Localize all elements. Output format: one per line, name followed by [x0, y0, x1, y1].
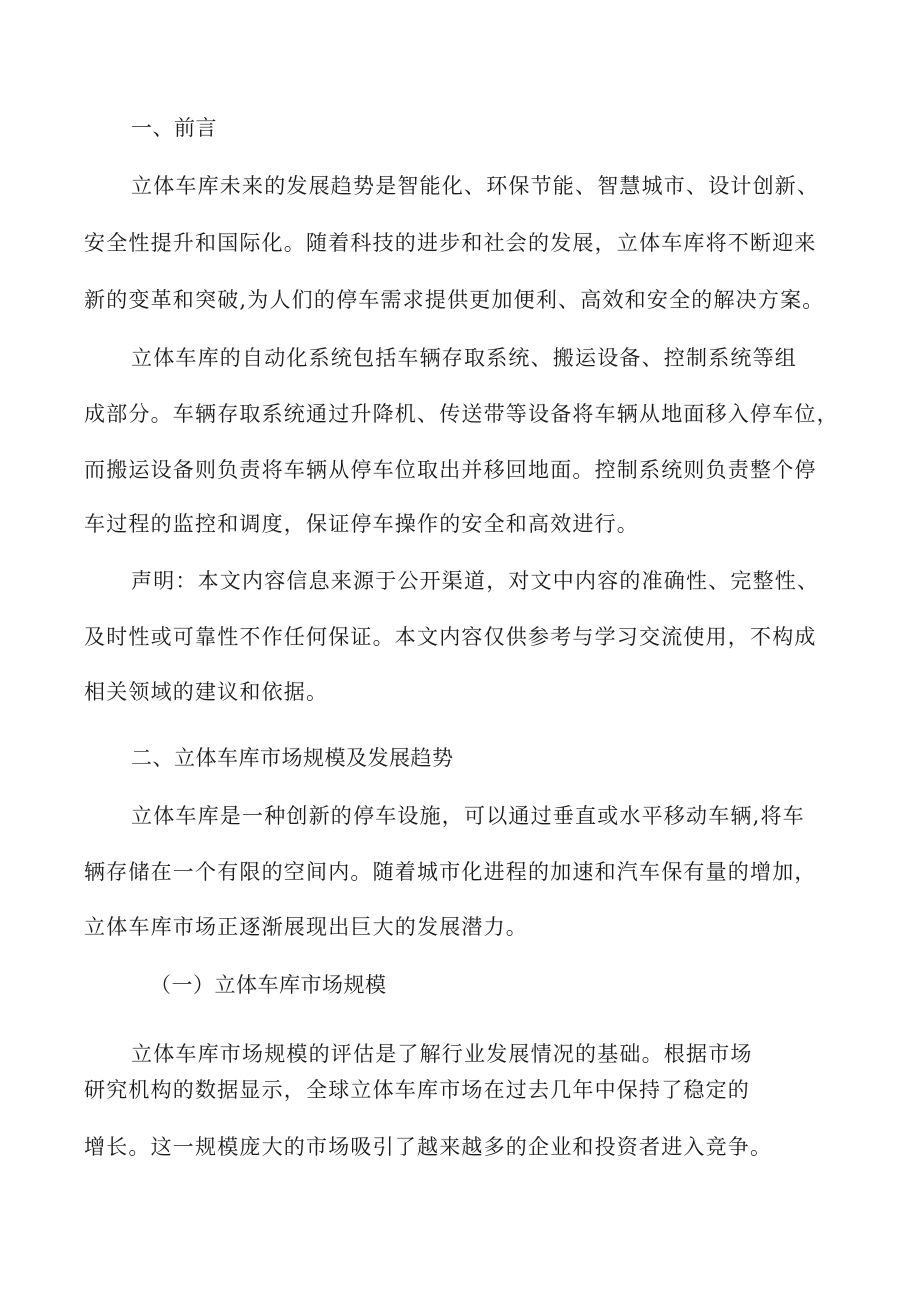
disclaimer-line: 声明：本文内容信息来源于公开渠道，对文中内容的准确性、完整性、	[131, 569, 820, 593]
paragraph-line: 研究机构的数据显示，全球立体车库市场在过去几年中保持了稳定的	[84, 1078, 750, 1102]
paragraph-line: 而搬运设备则负责将车辆从停车位取出并移回地面。控制系统则负责整个停	[84, 458, 817, 482]
paragraph-line: 立体车库未来的发展趋势是智能化、环保节能、智慧城市、设计创新、	[131, 174, 820, 198]
disclaimer-line: 及时性或可靠性不作任何保证。本文内容仅供参考与学习交流使用，不构成	[84, 625, 817, 649]
paragraph-line: 安全性提升和国际化。随着科技的进步和社会的发展，立体车库将不断迎来	[84, 231, 817, 255]
paragraph-line: 增长。这一规模庞大的市场吸引了越来越多的企业和投资者进入竞争。	[84, 1135, 773, 1159]
disclaimer-line: 相关领域的建议和依据。	[84, 680, 329, 704]
paragraph-line: 车过程的监控和调度，保证停车操作的安全和高效进行。	[84, 512, 639, 536]
subsection-heading: （一）立体车库市场规模	[150, 973, 387, 997]
paragraph-line: 立体车库是一种创新的停车设施，可以通过垂直或水平移动车辆,将车	[131, 804, 805, 828]
paragraph-line: 新的变革和突破,为人们的停车需求提供更加便利、高效和安全的解决方案。	[84, 288, 825, 312]
paragraph-line: 立体车库市场规模的评估是了解行业发展情况的基础。根据市场	[131, 1042, 753, 1066]
paragraph-line: 立体车库的自动化系统包括车辆存取系统、搬运设备、控制系统等组	[131, 346, 797, 370]
paragraph-line: 成部分。车辆存取系统通过升降机、传送带等设备将车辆从地面移入停车位，	[84, 402, 839, 426]
paragraph-line: 辆存储在一个有限的空间内。随着城市化进程的加速和汽车保有量的增加，	[84, 860, 817, 884]
section-heading: 二、立体车库市场规模及发展趋势	[131, 746, 454, 770]
paragraph-line: 立体车库市场正逐渐展现出巨大的发展潜力。	[84, 915, 528, 939]
section-heading: 一、前言	[131, 116, 217, 140]
